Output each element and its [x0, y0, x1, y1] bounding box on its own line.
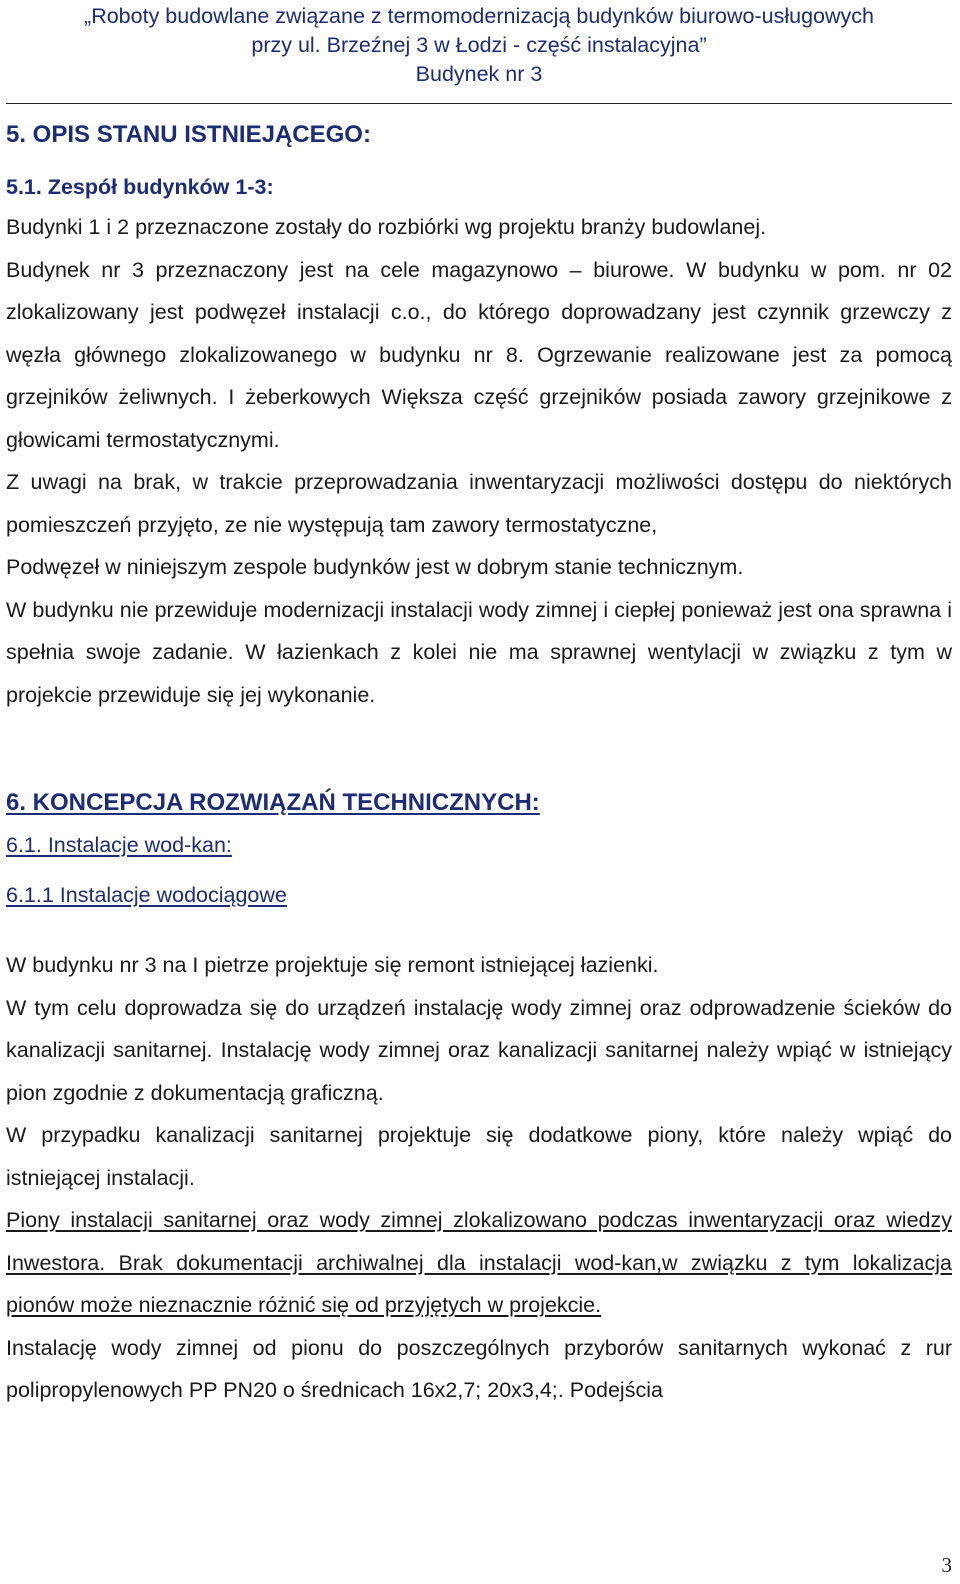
section-5-1-paragraph-3: Z uwagi na brak, w trakcie przeprowadzania inwentaryzacji możliwości dostępu do niektórych pomieszczeń przyjęto, ze nie występują tam zawory termostatyczne, [6, 470, 952, 537]
section-6-paragraph-4: Piony instalacji sanitarnej oraz wody zimnej zlokalizowano podczas inwentaryzacji oraz wiedzy Inwestora. Brak dokumentacji archiwalnej dla instalacji wod-kan,w związku z tym lokalizacja pionów może nieznacznie różnić się od przyjętych w projekcie. [6, 1208, 952, 1317]
section-6-paragraph-1: W budynku nr 3 na I pietrze projektuje się remont istniejącej łazienki. [6, 953, 659, 977]
section-6-paragraph-3: W przypadku kanalizacji sanitarnej projektuje się dodatkowe piony, które należy wpiąć do istniejącej instalacji. [6, 1123, 952, 1190]
section-6-1-1-title: 6.1.1 Instalacje wodociągowe [6, 883, 287, 907]
section-6-1-title: 6.1. Instalacje wod-kan: [6, 833, 232, 857]
section-5-title: 5. OPIS STANU ISTNIEJĄCEGO: [6, 121, 371, 148]
section-5-1-paragraph-5: W budynku nie przewiduje modernizacji instalacji wody zimnej i ciepłej ponieważ jest ona sprawna i spełnia swoje zadanie. W łazienkach z kolei nie ma sprawnej wentylacji w związku z tym w projekcie przewiduje się jej wykonanie. [6, 597, 952, 707]
section-5-1-title: 5.1. Zespół budynków 1-3: [6, 175, 274, 199]
section-5-1-paragraph-2: Budynek nr 3 przeznaczony jest na cele magazynowo – biurowe. W budynku w pom. nr 02 zlokalizowany jest podwęzeł instalacji c.o., do którego doprowadzany jest czynnik grzewczy z węzła głównego zlokalizowanego w budynku nr 8. Ogrzewanie realizowane jest za pomocą grzejników żeliwnych. I żeberkowych Większa część grzejników posiada zawory grzejnikowe z głowicami termostatycznymi. [6, 257, 952, 452]
document-header [6, 0, 952, 89]
header-line-3: Budynek nr 3 [415, 62, 543, 86]
section-5-1-paragraph-1: Budynki 1 i 2 przeznaczone zostały do rozbiórki wg projektu branży budowlanej. [6, 215, 767, 239]
header-line-2: przy ul. Brzeźnej 3 w Łodzi - część instalacyjna” [251, 33, 707, 57]
header-line-1: „Roboty budowlane związane z termomodernizacją budynków biurowo-usługowych [84, 4, 874, 28]
section-6-paragraph-2: W tym celu doprowadza się do urządzeń instalację wody zimnej oraz odprowadzenie ścieków do kanalizacji sanitarnej. Instalację wody zimnej oraz kanalizacji sanitarnej należy wpiąć w istniejący pion zgodnie z dokumentacją graficzną. [6, 995, 952, 1105]
section-6-title: 6. KONCEPCJA ROZWIĄZAŃ TECHNICZNYCH: [6, 789, 540, 816]
section-6-paragraph-5: Instalację wody zimnej od pionu do poszczególnych przyborów sanitarnych wykonać z rur polipropylenowych PP PN20 o średnicach 16x2,7; 20x3,4;. Podejścia [6, 1335, 952, 1402]
page-number: 3 [941, 1553, 952, 1577]
section-5-1-paragraph-4: Podwęzeł w niniejszym zespole budynków jest w dobrym stanie technicznym. [6, 555, 744, 579]
